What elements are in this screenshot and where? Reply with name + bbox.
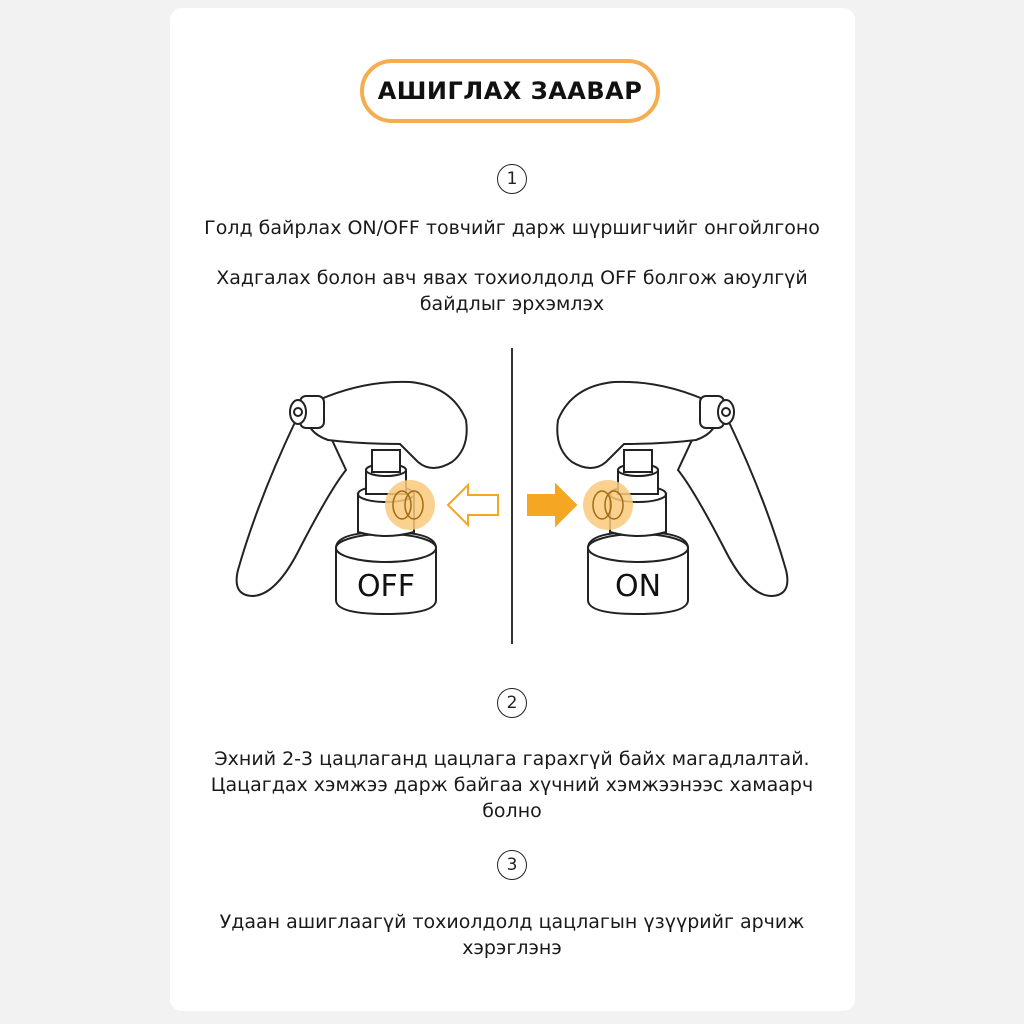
- page-title: АШИГЛАХ ЗААВАР: [360, 59, 660, 123]
- step-3-text: [180, 909, 844, 961]
- step-2-line-1: Эхний 2-3 цацлаганд цацлага гарахгүй байх магадлалтай.: [214, 748, 810, 770]
- arrow-left-outline-icon: [448, 485, 498, 525]
- step-1-line-2: Хадгалах болон авч явах тохиолдолд OFF болгож аюулгүй: [216, 267, 808, 289]
- step-number-2: 2: [497, 688, 527, 718]
- on-label: ON: [614, 569, 662, 604]
- step-2-text: [180, 746, 844, 824]
- step-2-line-2: Цацагдах хэмжээ дарж байгаа хүчний хэмжээнээс хамаарч болно: [210, 774, 814, 822]
- step-number-1: 1: [497, 164, 527, 194]
- step-3-line-2: хэрэглэнэ: [462, 937, 562, 959]
- step-3-line-1: Удаан ашиглаагүй тохиолдолд цацлагын үзүүрийг арчиж: [219, 911, 805, 933]
- step-1-line-3: байдлыг эрхэмлэх: [419, 293, 605, 315]
- step-1-line-1: Голд байрлах ON/OFF товчийг дарж шүршигчийг онгойлгоно: [204, 217, 820, 239]
- step-number-3: 3: [497, 850, 527, 880]
- arrow-right-filled-icon: [528, 485, 576, 525]
- off-label: OFF: [356, 569, 416, 604]
- on-highlight: [583, 480, 633, 530]
